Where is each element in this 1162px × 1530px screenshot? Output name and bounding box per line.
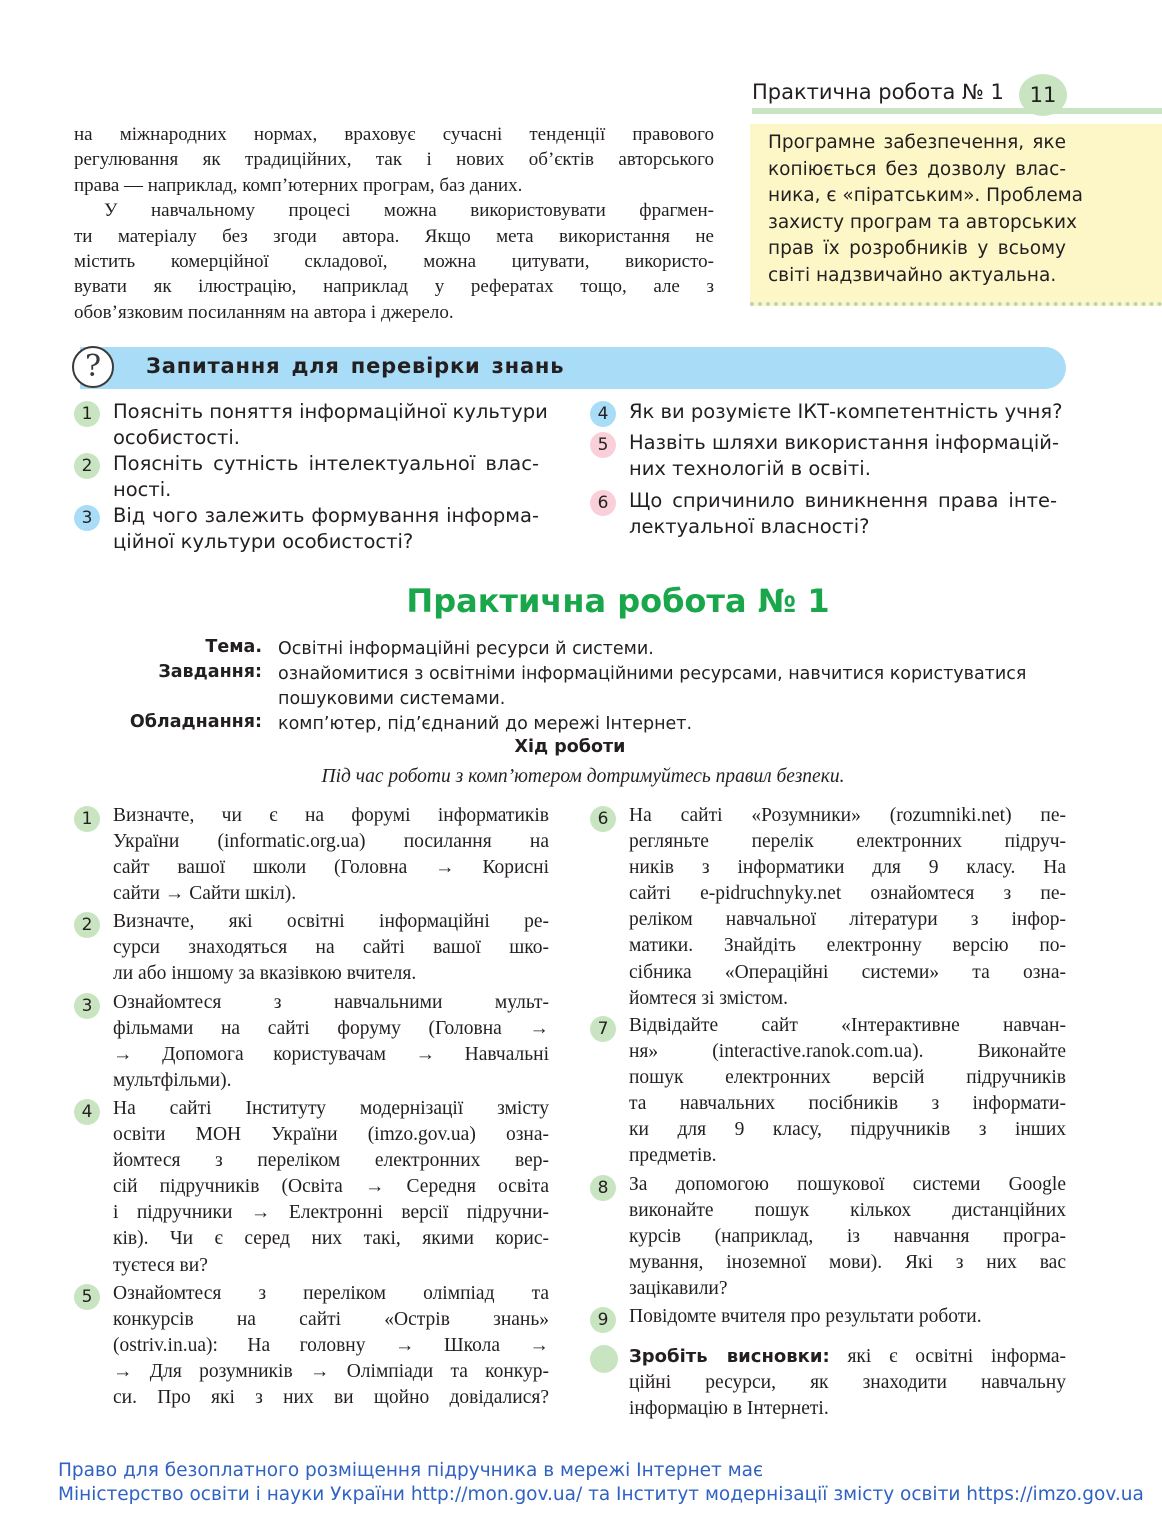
step-line: сайт вашої школи (Головна → Корисні — [113, 857, 549, 879]
task-label: Завдання: — [158, 662, 262, 682]
step-line: Ознайомтеся з переліком олімпіад та — [113, 1283, 549, 1304]
text-line: містить комерційної складової, можна цитувати, використо- — [74, 251, 714, 273]
step-number: 4 — [74, 1099, 100, 1125]
step-line: Ознайомтеся з навчальними мульт- — [113, 992, 549, 1013]
step-line: → Для розумників → Олімпіади та конкур- — [113, 1361, 549, 1383]
conclusion-line: інформацію в Інтернеті. — [629, 1398, 829, 1420]
step-line: ників з інформатики для 9 класу. На — [629, 857, 1066, 879]
step-line: (ostriv.in.ua): На головну → Школа → — [113, 1335, 549, 1357]
step-line: си. Про які з них ви щойно довідалися? — [113, 1387, 549, 1409]
text-line: на міжнародних нормах, враховує сучасні тенденції правового — [74, 124, 714, 145]
step-line: Визначте, які освітні інформаційні ре- — [113, 911, 549, 932]
question-line: ційної культури особистості? — [113, 530, 414, 553]
step-line: Визначте, чи є на форумі інформатиків — [113, 805, 549, 826]
step-line: та навчальних посібників з інформати- — [629, 1093, 1066, 1115]
step-item — [629, 803, 1066, 1012]
step-line: сайті e-pidruchnyky.net ознайомтеся з пе- — [629, 883, 1066, 905]
step-line: йомтеся зі змістом. — [629, 987, 789, 1009]
text-line: регулювання як традиційних, так і нових об’єктів авторського — [74, 149, 714, 171]
equipment-label: Обладнання: — [129, 712, 262, 732]
question-item — [113, 451, 539, 503]
step-line: На сайті Інституту модернізації змісту — [113, 1098, 549, 1119]
text-line: ти матеріалу без згоди автора. Якщо мета використання не — [74, 225, 714, 247]
step-item — [113, 1281, 549, 1411]
step-number: 7 — [590, 1016, 616, 1042]
step-number: 8 — [590, 1175, 616, 1201]
question-number: 5 — [590, 432, 616, 458]
note-line: захисту програм та авторських — [768, 211, 1078, 233]
step-line: матики. Знайдіть електронну версію по- — [629, 935, 1066, 957]
step-line: фільмами на сайті форуму (Головна → — [113, 1018, 549, 1040]
step-line: пошук електронних версій підручників — [629, 1067, 1066, 1089]
step-line: → Допомога користувачам → Навчальні — [113, 1044, 549, 1066]
intro-paragraph-2 — [74, 198, 714, 325]
questions-title: Запитання для перевірки знань — [146, 354, 565, 378]
step-line: освіти МОН України (imzo.gov.ua) озна- — [113, 1124, 549, 1146]
step-item — [629, 1172, 1066, 1302]
step-line: України (informatic.org.ua) посилання на — [113, 831, 549, 853]
question-number: 3 — [74, 505, 100, 531]
question-number: 2 — [74, 453, 100, 479]
note-line: ника, є «піратським». Проблема — [768, 185, 1084, 207]
step-line: сайти → Сайти шкіл). — [113, 883, 297, 905]
step-line: На сайті «Розумники» (rozumniki.net) пе- — [629, 805, 1066, 826]
conclusion-text: які є освітні інформа- — [829, 1346, 1066, 1367]
step-line: регляньте перелік електронних підруч- — [629, 831, 1066, 853]
intro-paragraph-1 — [74, 122, 714, 198]
text-line: права — наприклад, комп’ютерних програм, баз даних. — [74, 174, 523, 196]
note-text — [768, 130, 1084, 290]
step-item — [113, 990, 549, 1094]
question-item — [113, 399, 548, 451]
step-line: Відвідайте сайт «Інтерактивне навчан- — [629, 1015, 1066, 1036]
question-line: Поясніть сутність інтелектуальної влас- — [113, 452, 539, 475]
step-number: 2 — [74, 912, 100, 938]
step-line: сурси знаходяться на сайті вашої шко- — [113, 937, 549, 959]
step-line: і підручники → Електронні версії підручни- — [113, 1202, 549, 1224]
footer-line-1: Право для безоплатного розміщення підручника в мережі Інтернет має — [58, 1460, 764, 1481]
note-line: світі надзвичайно актуальна. — [768, 264, 1057, 286]
header-rule — [752, 108, 1162, 114]
steps-heading: Хід роботи — [514, 737, 626, 757]
topic-label: Тема. — [205, 637, 262, 657]
conclusion-line: ційні ресурси, як знаходити навчальну — [629, 1372, 1066, 1394]
step-line: ня» (interactive.ranok.com.ua). Виконайте — [629, 1041, 1066, 1063]
step-number: 9 — [590, 1307, 616, 1333]
step-line: Повідомте вчителя про результати роботи. — [629, 1306, 982, 1327]
safety-note: Під час роботи з комп’ютером дотримуйтесь правил безпеки. — [321, 766, 845, 787]
task-value — [278, 662, 1068, 712]
step-line: туєтеся ви? — [113, 1254, 208, 1276]
question-line: особистості. — [113, 426, 240, 449]
question-line: Як ви розумієте ІКТ-компетентність учня? — [629, 400, 1063, 423]
step-item — [113, 1096, 549, 1279]
question-item — [629, 399, 1063, 425]
question-line: лектуальної власності? — [629, 515, 870, 538]
question-line: Поясніть поняття інформаційної культури — [113, 400, 548, 423]
question-line: Що спричинило виникнення права інте- — [629, 489, 1057, 512]
question-line: Назвіть шляхи використання інформацій- — [629, 431, 1059, 454]
topic-value: Освітні інформаційні ресурси й системи. — [278, 639, 654, 659]
step-number: 5 — [74, 1284, 100, 1310]
step-line: предметів. — [629, 1145, 717, 1167]
step-line: курсів (наприклад, із навчання програ- — [629, 1226, 1066, 1248]
step-line: сій підручників (Освіта → Середня освіта — [113, 1176, 549, 1198]
step-item — [113, 909, 549, 987]
conclusions — [629, 1344, 1066, 1422]
step-number: 1 — [74, 806, 100, 832]
step-line: реліком навчальної літератури з інфор- — [629, 909, 1066, 931]
note-line: Програмне забезпечення, яке — [768, 132, 1066, 153]
step-line: конкурсів на сайті «Острів знань» — [113, 1309, 549, 1331]
step-item — [113, 803, 549, 907]
step-line: зацікавили? — [629, 1278, 728, 1300]
running-header: Практична робота № 1 — [752, 80, 1004, 104]
step-line: ків). Чи є серед них такі, якими корис- — [113, 1228, 549, 1250]
question-number: 1 — [74, 401, 100, 427]
question-number: 6 — [590, 490, 616, 516]
step-number: 3 — [74, 993, 100, 1019]
question-line: них технологій в освіті. — [629, 457, 871, 480]
equipment-value: комп’ютер, під’єднаний до мережі Інтернет. — [278, 714, 693, 734]
question-number: 4 — [590, 401, 616, 427]
step-line: мування, іноземної мови). Які з них вас — [629, 1252, 1066, 1274]
question-mark-icon: ? — [72, 346, 114, 388]
text-line: вувати як ілюстрацію, наприклад у рефератах тощо, але з — [74, 276, 714, 298]
note-line: прав їх розробників у всьому — [768, 238, 1066, 260]
text-line: обов’язковим посиланням на автора і джерело. — [74, 301, 454, 323]
footer-line-2: Міністерство освіти і науки України http://mon.gov.ua/ та Інститут модернізації змісту освіти https://imzo.gov.ua — [58, 1484, 1144, 1505]
question-line: ності. — [113, 478, 172, 501]
conclusion-circle — [590, 1345, 618, 1373]
practical-work-title: Практична робота № 1 — [406, 582, 830, 620]
step-line: ли або іншому за вказівкою вчителя. — [113, 963, 417, 985]
step-line: сібника «Операційні системи» та озна- — [629, 961, 1066, 983]
step-number: 6 — [590, 806, 616, 832]
text-line: У навчальному процесі можна використовувати фрагмен- — [104, 200, 714, 222]
question-line: Від чого залежить формування інформа- — [113, 504, 539, 527]
step-item — [629, 1304, 1066, 1330]
step-item — [629, 1013, 1066, 1170]
step-line: йомтеся з переліком електронних вер- — [113, 1150, 549, 1172]
task-line: ознайомитися з освітніми інформаційними ресурсами, навчитися користуватися — [278, 664, 1027, 684]
step-line: ки для 9 класу, підручників з інших — [629, 1119, 1066, 1141]
question-item — [113, 503, 539, 555]
conclusion-label: Зробіть висновки: — [629, 1346, 830, 1367]
task-line: пошуковими системами. — [278, 689, 506, 709]
step-line: За допомогою пошукової системи Google — [629, 1174, 1066, 1195]
intro-text — [74, 122, 714, 325]
step-line: виконайте пошук кількох дистанційних — [629, 1200, 1066, 1222]
question-item — [629, 488, 1057, 540]
step-line: мультфільми). — [113, 1070, 232, 1092]
conclusion-line — [629, 1344, 1066, 1370]
question-item — [629, 430, 1057, 482]
page-number: 11 — [1019, 74, 1067, 116]
note-line: копіюється без дозволу влас- — [768, 158, 1066, 180]
